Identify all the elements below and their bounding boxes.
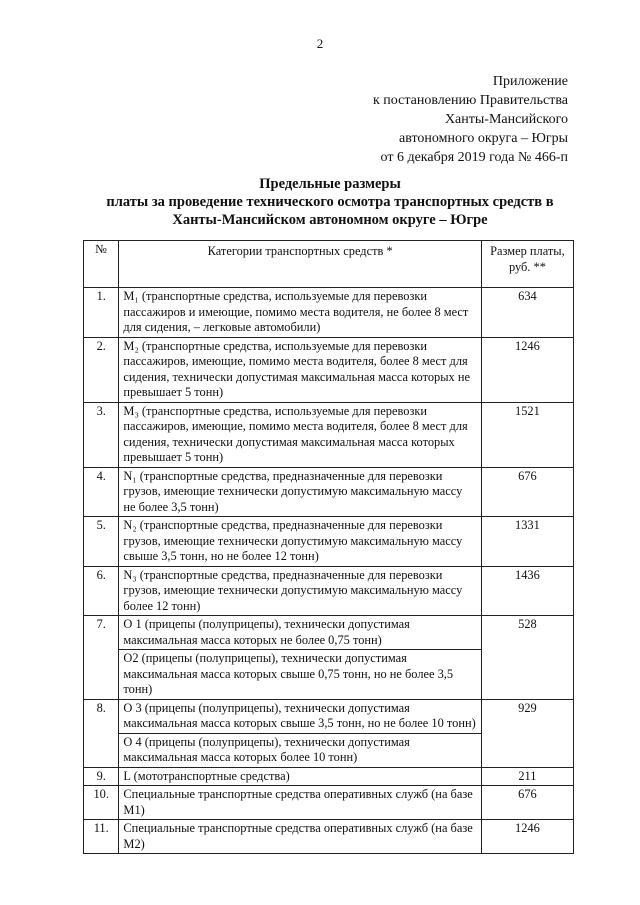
row-num: 7. — [84, 616, 119, 700]
table-row — [84, 517, 574, 567]
row-num: 4. — [84, 467, 119, 517]
table-row — [84, 616, 574, 650]
document-title — [60, 175, 600, 229]
row-category: L (мототранспортные средства) — [119, 767, 481, 786]
appendix-line: Ханты-Мансийского — [444, 112, 568, 127]
table-row — [84, 767, 574, 786]
fee-table — [83, 240, 574, 854]
row-num: 3. — [84, 402, 119, 467]
row-fee: 1521 — [481, 402, 573, 467]
table-row — [84, 288, 574, 338]
row-category-sub: О2 (прицепы (полуприцепы), технически допустимая максимальная масса которых свыше 0,75 тонн, но не более 3,5 тонн) — [119, 650, 481, 700]
title-line: Ханты-Мансийском автономном округе – Югре — [172, 212, 488, 228]
header-category: Категории транспортных средств * — [119, 241, 481, 288]
row-fee: 676 — [481, 467, 573, 517]
row-num: 6. — [84, 566, 119, 616]
row-category: N₃ (транспортные средства, предназначенные для перевозки грузов, имеющие технически допустимую максимальную массу более 12 тонн) — [119, 566, 481, 616]
row-category: M₂ (транспортные средства, используемые для перевозки пассажиров, имеющие, помимо места водителя, более 8 мест для сидения, технически допустимая максимальная масса которых не превышает 5 тонн) — [119, 337, 481, 402]
row-fee: 1246 — [481, 337, 573, 402]
row-num: 11. — [84, 820, 119, 854]
row-category-sub: О 4 (прицепы (полуприцепы), технически допустимая максимальная масса которых более 10 тонн) — [119, 733, 481, 767]
row-fee: 1436 — [481, 566, 573, 616]
row-num: 2. — [84, 337, 119, 402]
table-row — [84, 402, 574, 467]
row-category: Специальные транспортные средства оперативных служб (на базе М1) — [119, 786, 481, 820]
row-category: О 3 (прицепы (полуприцепы), технически допустимая максимальная масса которых свыше 3,5 тонн, но не более 10 тонн) — [119, 699, 481, 733]
row-num: 9. — [84, 767, 119, 786]
row-category: Специальные транспортные средства оперативных служб (на базе М2) — [119, 820, 481, 854]
row-num: 8. — [84, 699, 119, 767]
row-fee: 1331 — [481, 517, 573, 567]
table-row — [84, 566, 574, 616]
table-row — [84, 786, 574, 820]
appendix-line: Приложение — [492, 74, 568, 89]
row-num: 10. — [84, 786, 119, 820]
row-category: M₁ (транспортные средства, используемые для перевозки пассажиров и имеющие, помимо места водителя, не более 8 мест для сидения, – легковые автомобили) — [119, 288, 481, 338]
appendix-line: к постановлению Правительства — [372, 93, 568, 108]
row-fee: 634 — [481, 288, 573, 338]
page-number: 2 — [316, 36, 324, 51]
row-fee: 1246 — [481, 820, 573, 854]
appendix-block — [248, 72, 568, 167]
table-row — [84, 699, 574, 733]
row-fee: 676 — [481, 786, 573, 820]
table-row — [84, 820, 574, 854]
table-row — [84, 337, 574, 402]
appendix-line: от 6 декабря 2019 года № 466-п — [380, 150, 568, 165]
row-category: N₂ (транспортные средства, предназначенные для перевозки грузов, имеющие технически допустимую максимальную массу свыше 3,5 тонн, но не более 12 тонн) — [119, 517, 481, 567]
row-num: 1. — [84, 288, 119, 338]
title-line: Предельные размеры — [259, 176, 401, 192]
header-fee: Размер платы, руб. ** — [481, 241, 573, 288]
row-fee: 211 — [481, 767, 573, 786]
row-fee: 528 — [481, 616, 573, 700]
row-category: M₃ (транспортные средства, используемые для перевозки пассажиров, имеющие, помимо места водителя, более 8 мест для сидения, технически допустимая максимальная масса которых превышает 5 тонн) — [119, 402, 481, 467]
header-num: № — [84, 241, 119, 288]
appendix-line: автономного округа – Югры — [399, 131, 568, 146]
title-line: платы за проведение технического осмотра транспортных средств в — [106, 194, 554, 210]
table-row — [84, 467, 574, 517]
row-category: О 1 (прицепы (полуприцепы), технически допустимая максимальная масса которых не более 0,75 тонн) — [119, 616, 481, 650]
row-fee: 929 — [481, 699, 573, 767]
row-category: N₁ (транспортные средства, предназначенные для перевозки грузов, имеющие технически допустимую максимальную массу не более 3,5 тонн) — [119, 467, 481, 517]
row-num: 5. — [84, 517, 119, 567]
table-header-row — [84, 241, 574, 288]
